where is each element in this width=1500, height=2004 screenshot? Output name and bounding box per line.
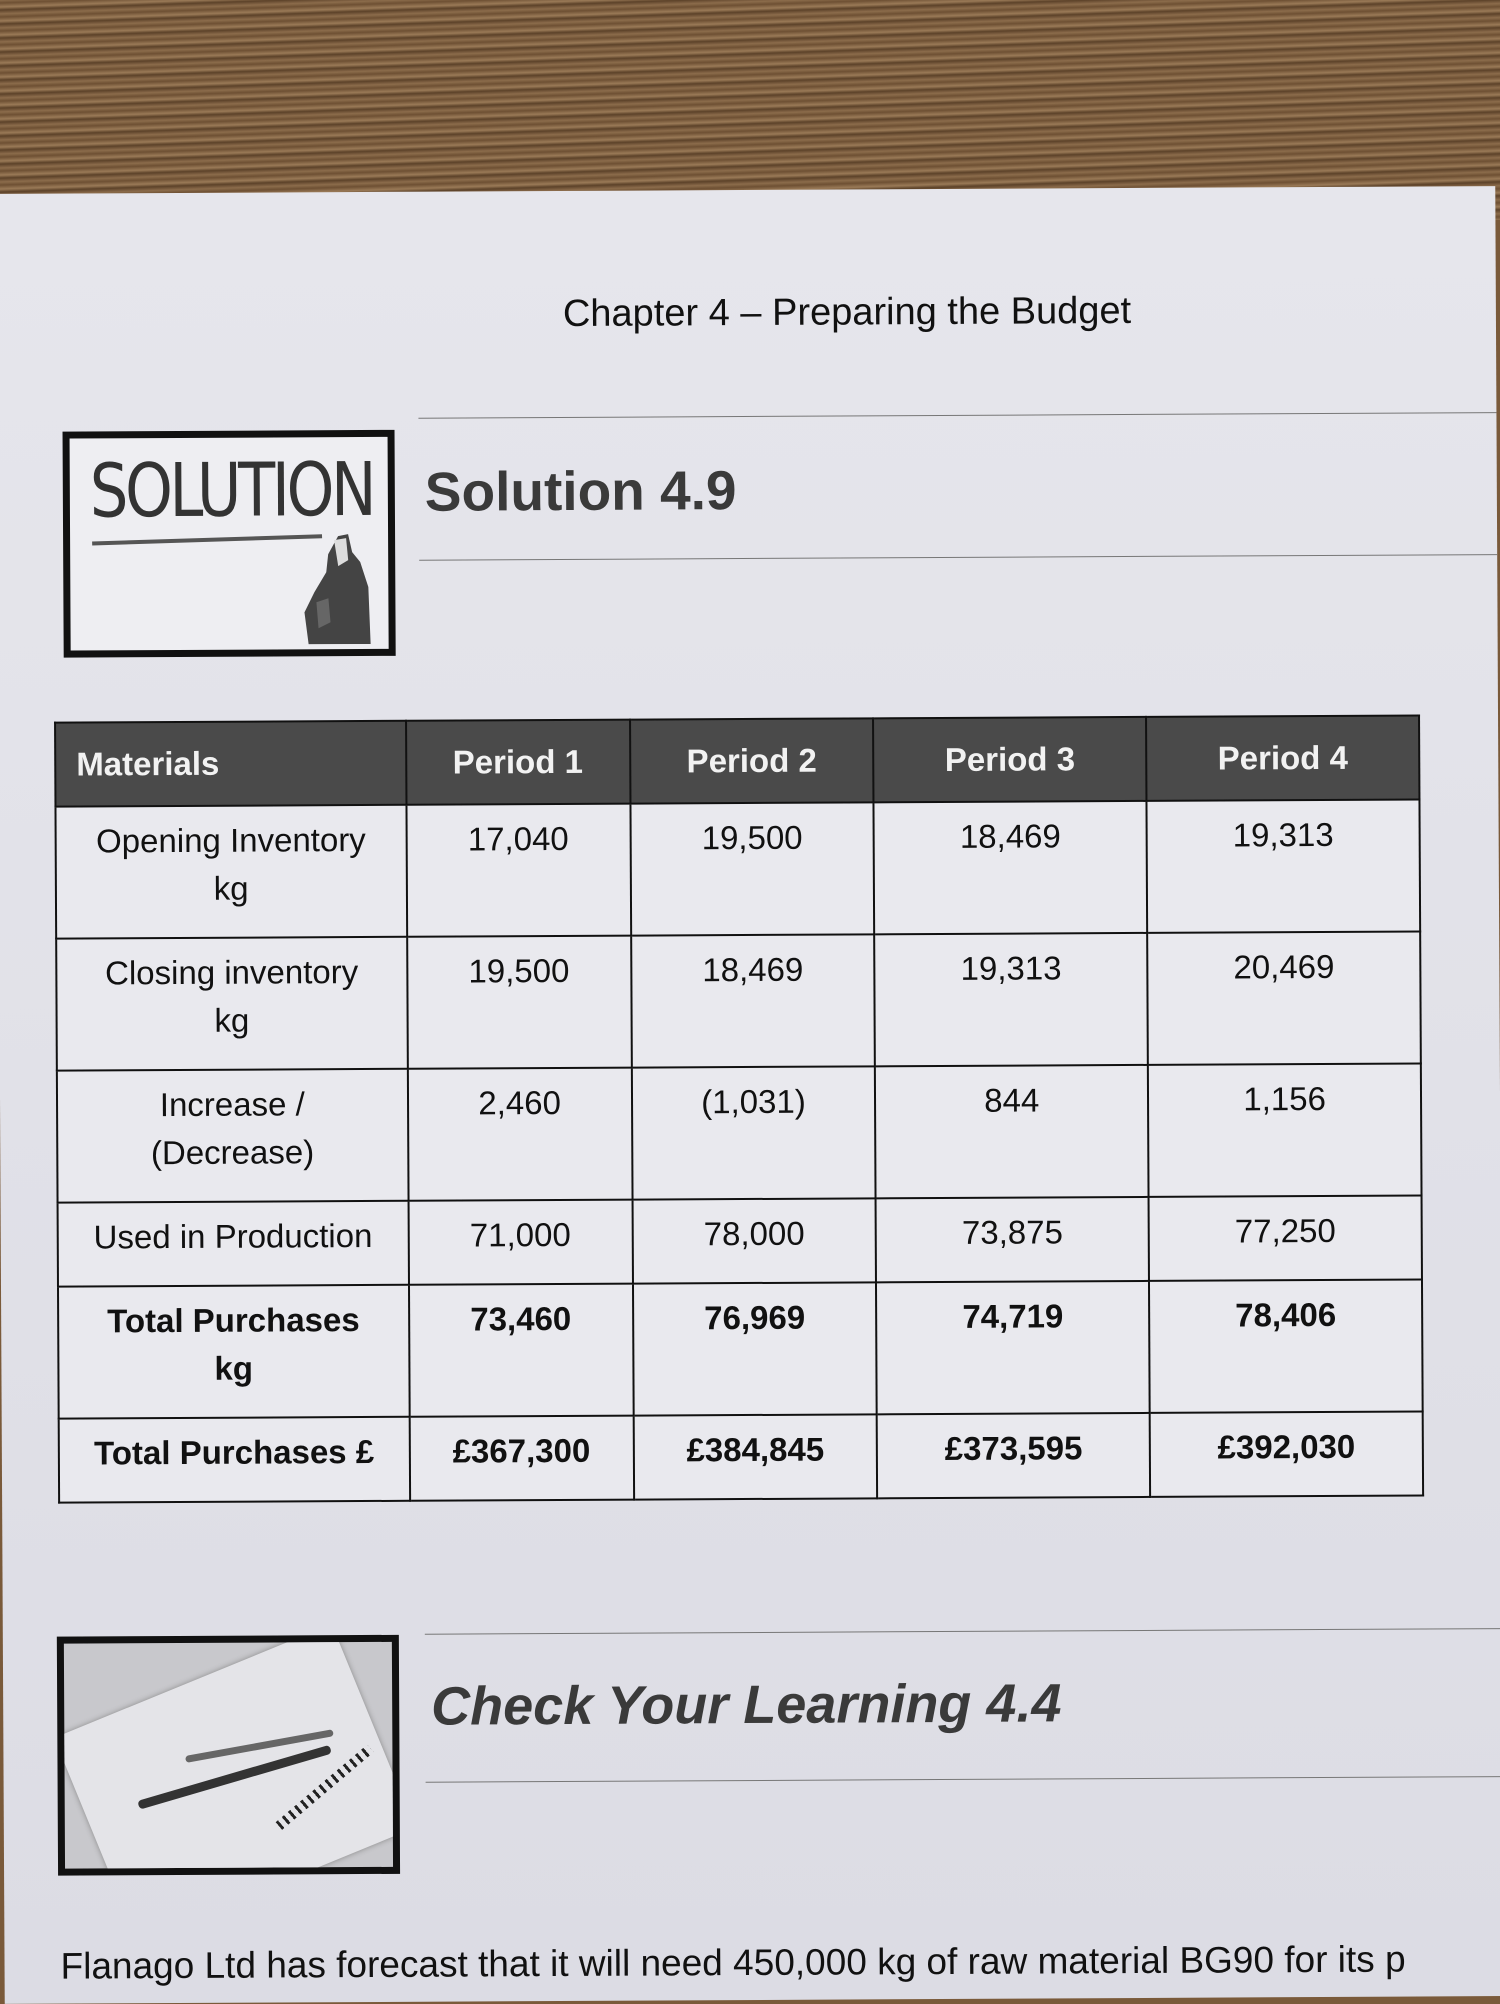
row-label: Total Purchases kg	[58, 1285, 409, 1419]
divider-line	[419, 554, 1497, 561]
table-cell: 2,460	[407, 1068, 632, 1201]
table-cell: 18,469	[631, 934, 875, 1067]
materials-budget-table	[54, 714, 1424, 1503]
table-cell: 20,469	[1147, 931, 1421, 1064]
table-row	[59, 1411, 1423, 1502]
column-header: Materials	[55, 721, 406, 807]
row-label: Used in Production	[58, 1201, 409, 1287]
check-your-learning-heading: Check Your Learning 4.4	[431, 1673, 1062, 1737]
column-header: Period 3	[873, 717, 1146, 802]
table-cell: £392,030	[1150, 1411, 1423, 1496]
table-cell: 844	[875, 1065, 1149, 1198]
table-cell: £367,300	[409, 1416, 634, 1501]
solution-heading: Solution 4.9	[424, 459, 737, 523]
table-cell: 73,875	[876, 1197, 1149, 1282]
column-header: Period 4	[1146, 715, 1419, 800]
table-cell: 74,719	[876, 1281, 1150, 1414]
solution-badge	[63, 430, 396, 658]
table-row	[57, 1063, 1422, 1202]
table-cell: 19,313	[874, 933, 1148, 1066]
table-cell: 78,406	[1149, 1279, 1423, 1412]
table-cell: 18,469	[874, 801, 1148, 934]
table-header-row	[55, 715, 1419, 806]
table-cell: (1,031)	[632, 1066, 876, 1199]
table-row	[56, 931, 1421, 1070]
table-cell: 19,313	[1147, 799, 1421, 932]
table-cell: £373,595	[877, 1413, 1150, 1498]
hand-icon	[298, 532, 379, 644]
table-cell: 77,250	[1149, 1195, 1422, 1280]
table-cell: 17,040	[406, 804, 631, 937]
divider-line	[425, 1628, 1500, 1635]
table-cell: 71,000	[408, 1200, 633, 1285]
chapter-title: Chapter 4 – Preparing the Budget	[562, 289, 1132, 335]
table-row	[55, 799, 1420, 938]
table-row	[58, 1279, 1423, 1418]
divider-line	[426, 1776, 1500, 1783]
row-label: Total Purchases £	[59, 1417, 410, 1503]
table-cell: 73,460	[409, 1284, 634, 1417]
column-header: Period 2	[630, 718, 874, 803]
divider-line	[418, 412, 1496, 419]
row-label: Opening Inventory kg	[55, 805, 406, 939]
table-cell: 76,969	[633, 1282, 877, 1415]
table-row	[58, 1195, 1422, 1286]
solution-badge-underline	[92, 534, 322, 545]
table-cell: 19,500	[407, 936, 632, 1069]
body-paragraph: Flanago Ltd has forecast that it will need 450,000 kg of raw material BG90 for its p	[60, 1938, 1406, 1987]
table-cell: 1,156	[1148, 1063, 1422, 1196]
notebook-pencil-illustration	[57, 1635, 400, 1876]
solution-badge-text: SOLUTION	[89, 446, 374, 535]
table-cell: 19,500	[630, 802, 874, 935]
column-header: Period 1	[406, 720, 631, 805]
table-cell: 78,000	[632, 1198, 876, 1283]
table-cell: £384,845	[633, 1414, 877, 1499]
row-label: Closing inventory kg	[56, 937, 407, 1071]
row-label: Increase / (Decrease)	[57, 1069, 408, 1203]
document-page	[0, 186, 1500, 2004]
